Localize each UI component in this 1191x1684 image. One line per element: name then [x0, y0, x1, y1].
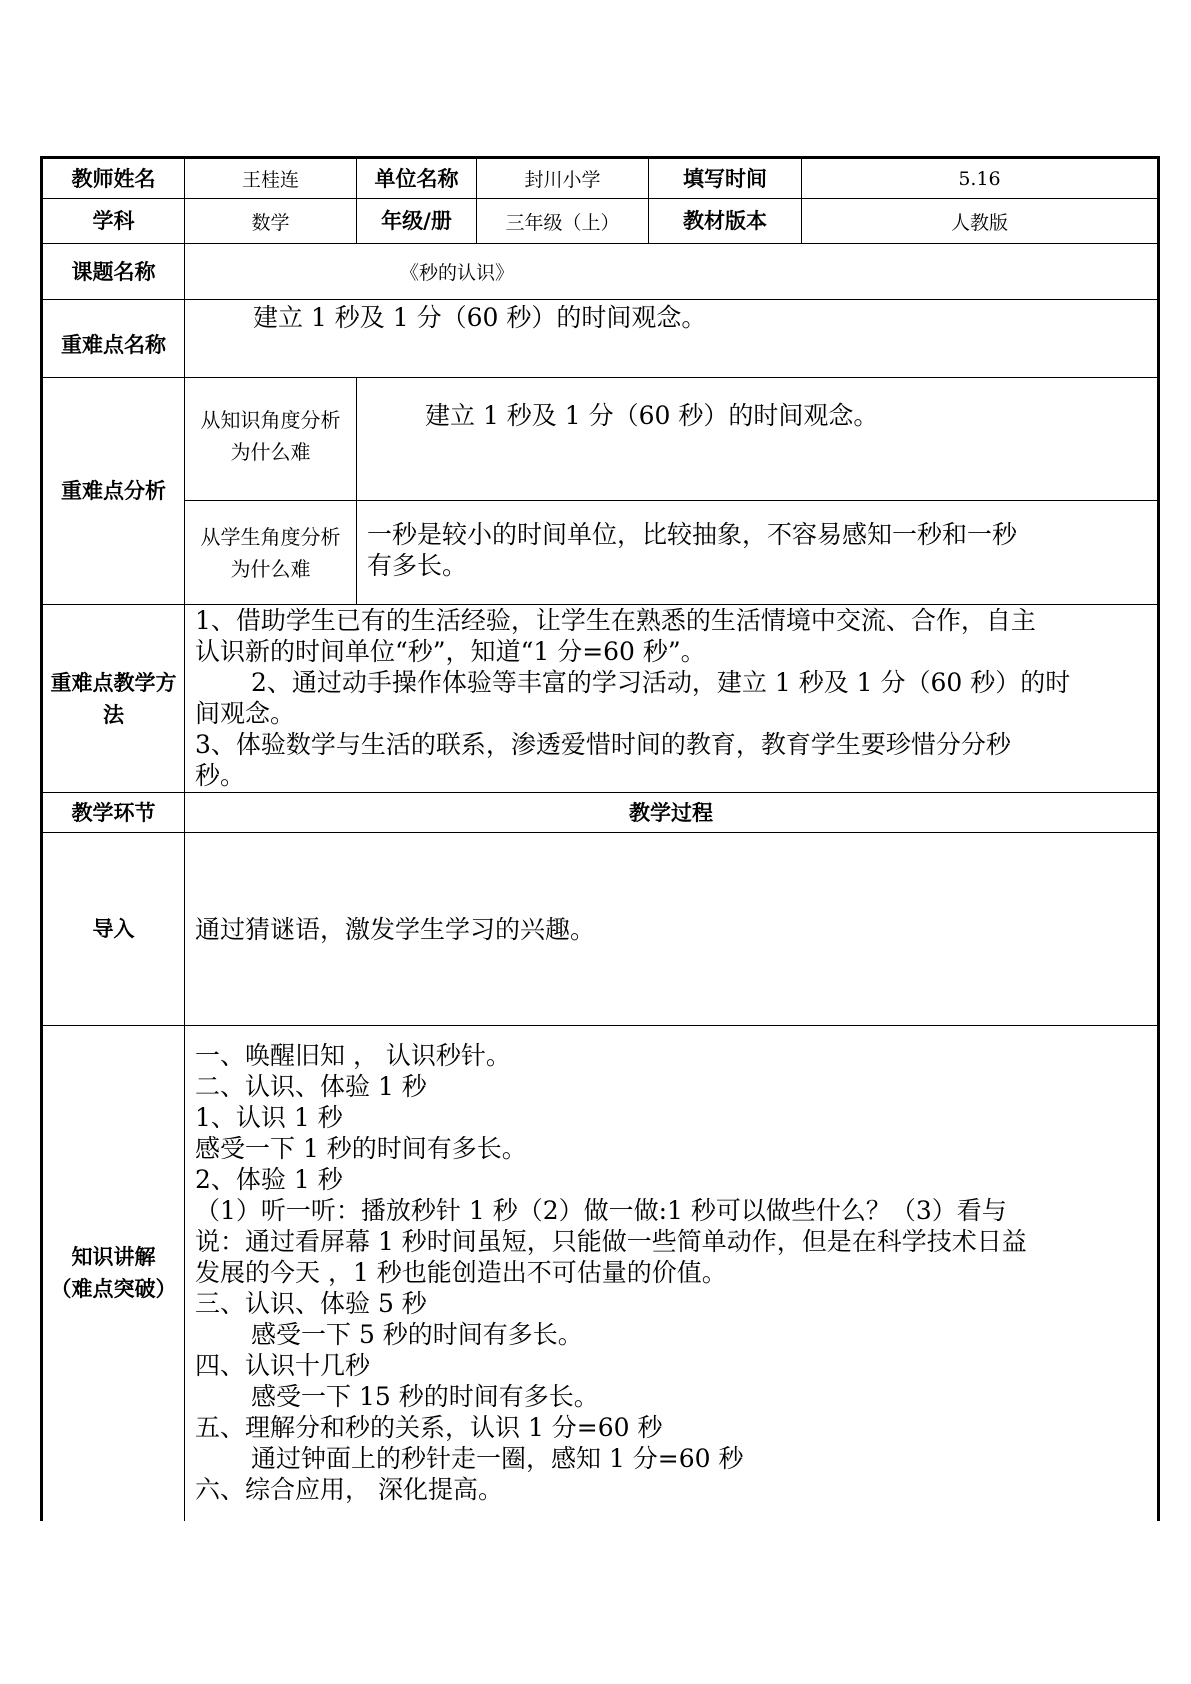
knowledge-line: 发展的今天 ，1 秒也能创造出不可估量的价值。	[195, 1258, 727, 1287]
method-label	[42, 605, 185, 793]
stage-column-header: 教学环节	[42, 793, 185, 833]
edition-value: 人教版	[802, 199, 1159, 244]
method-line: 间观念。	[195, 699, 296, 728]
method-content	[185, 605, 1159, 793]
method-line: 2、通过动手操作体验等丰富的学习活动，建立 1 秒及 1 分（60 秒）的时	[251, 668, 1071, 697]
unit-value: 封川小学	[477, 158, 649, 199]
grade-value: 三年级（上）	[477, 199, 649, 244]
analysis-row-knowledge	[42, 378, 1159, 501]
grade-label: 年级/册	[357, 199, 477, 244]
method-line: 1、借助学生已有的生活经验，让学生在熟悉的生活情境中交流、合作，自主	[195, 606, 1036, 635]
student-angle-value-line-2: 有多长。	[367, 551, 468, 580]
knowledge-label	[42, 1026, 185, 1521]
knowledge-line: 四、认识十几秒	[195, 1351, 371, 1380]
process-column-header: 教学过程	[185, 793, 1159, 833]
intro-label: 导入	[42, 833, 185, 1026]
lesson-plan-table	[40, 156, 1160, 1521]
knowledge-line: 通过钟面上的秒针走一圈，感知 1 分=60 秒	[251, 1444, 744, 1473]
student-angle-label	[185, 501, 357, 605]
method-label-line-2: 法	[103, 702, 124, 727]
knowledge-line: 一、唤醒旧知 ， 认识秒针。	[195, 1041, 511, 1070]
knowledge-line: 二、认识、体验 1 秒	[195, 1072, 427, 1101]
method-line: 认识新的时间单位“秒”，知道“1 分=60 秒”。	[195, 637, 706, 666]
knowledge-line: 1、认识 1 秒	[195, 1103, 343, 1132]
teacher-value: 王桂连	[185, 158, 357, 199]
edition-label: 教材版本	[649, 199, 802, 244]
method-label-line-1: 重难点教学方	[50, 670, 177, 695]
subject-value: 数学	[185, 199, 357, 244]
knowledge-row	[42, 1026, 1159, 1521]
knowledge-line: 六、综合应用， 深化提高。	[195, 1475, 503, 1504]
method-line: 3、体验数学与生活的联系，渗透爱惜时间的教育，教育学生要珍惜分分秒	[195, 730, 1011, 759]
date-label: 填写时间	[649, 158, 802, 199]
student-angle-value-line-1: 一秒是较小的时间单位，比较抽象，不容易感知一秒和一秒	[367, 520, 1018, 549]
student-angle-line-2: 为什么难	[230, 556, 311, 581]
method-row	[42, 605, 1159, 793]
topic-row	[42, 244, 1159, 300]
key-point-label: 重难点名称	[42, 300, 185, 378]
intro-content: 通过猜谜语，激发学生学习的兴趣。	[185, 833, 1159, 1026]
knowledge-angle-value: 建立 1 秒及 1 分（60 秒）的时间观念。	[357, 378, 1159, 501]
knowledge-line: 感受一下 5 秒的时间有多长。	[251, 1320, 583, 1349]
knowledge-label-line-1: 知识讲解	[71, 1245, 156, 1270]
topic-label: 课题名称	[42, 244, 185, 300]
knowledge-angle-line-1: 从知识角度分析	[200, 408, 341, 432]
knowledge-content	[185, 1026, 1159, 1521]
knowledge-angle-label	[185, 378, 357, 501]
knowledge-label-line-2: （难点突破）	[50, 1277, 177, 1302]
intro-row	[42, 833, 1159, 1026]
knowledge-line: 感受一下 15 秒的时间有多长。	[251, 1382, 599, 1411]
student-angle-line-1: 从学生角度分析	[200, 524, 341, 549]
analysis-row-student	[42, 501, 1159, 605]
key-point-row	[42, 300, 1159, 378]
student-angle-value	[357, 501, 1159, 605]
knowledge-line: 三、认识、体验 5 秒	[195, 1289, 427, 1318]
knowledge-line: 2、体验 1 秒	[195, 1165, 343, 1194]
subject-label: 学科	[42, 199, 185, 244]
process-header-row	[42, 793, 1159, 833]
knowledge-line: 说：通过看屏幕 1 秒时间虽短，只能做一些简单动作，但是在科学技术日益	[195, 1227, 1027, 1256]
knowledge-line: 感受一下 1 秒的时间有多长。	[195, 1134, 527, 1163]
header-row-2	[42, 199, 1159, 244]
knowledge-line: （1）听一听：播放秒针 1 秒（2）做一做:1 秒可以做些什么？（3）看与	[195, 1196, 1007, 1225]
header-row-1	[42, 158, 1159, 199]
analysis-label: 重难点分析	[42, 378, 185, 605]
key-point-value: 建立 1 秒及 1 分（60 秒）的时间观念。	[185, 300, 1159, 378]
date-value: 5.16	[802, 158, 1159, 199]
unit-label: 单位名称	[357, 158, 477, 199]
teacher-label: 教师姓名	[42, 158, 185, 199]
topic-value: 《秒的认识》	[185, 244, 1159, 300]
method-line: 秒。	[195, 761, 246, 790]
knowledge-angle-line-2: 为什么难	[230, 440, 311, 464]
knowledge-line: 五、理解分和秒的关系，认识 1 分=60 秒	[195, 1413, 663, 1442]
